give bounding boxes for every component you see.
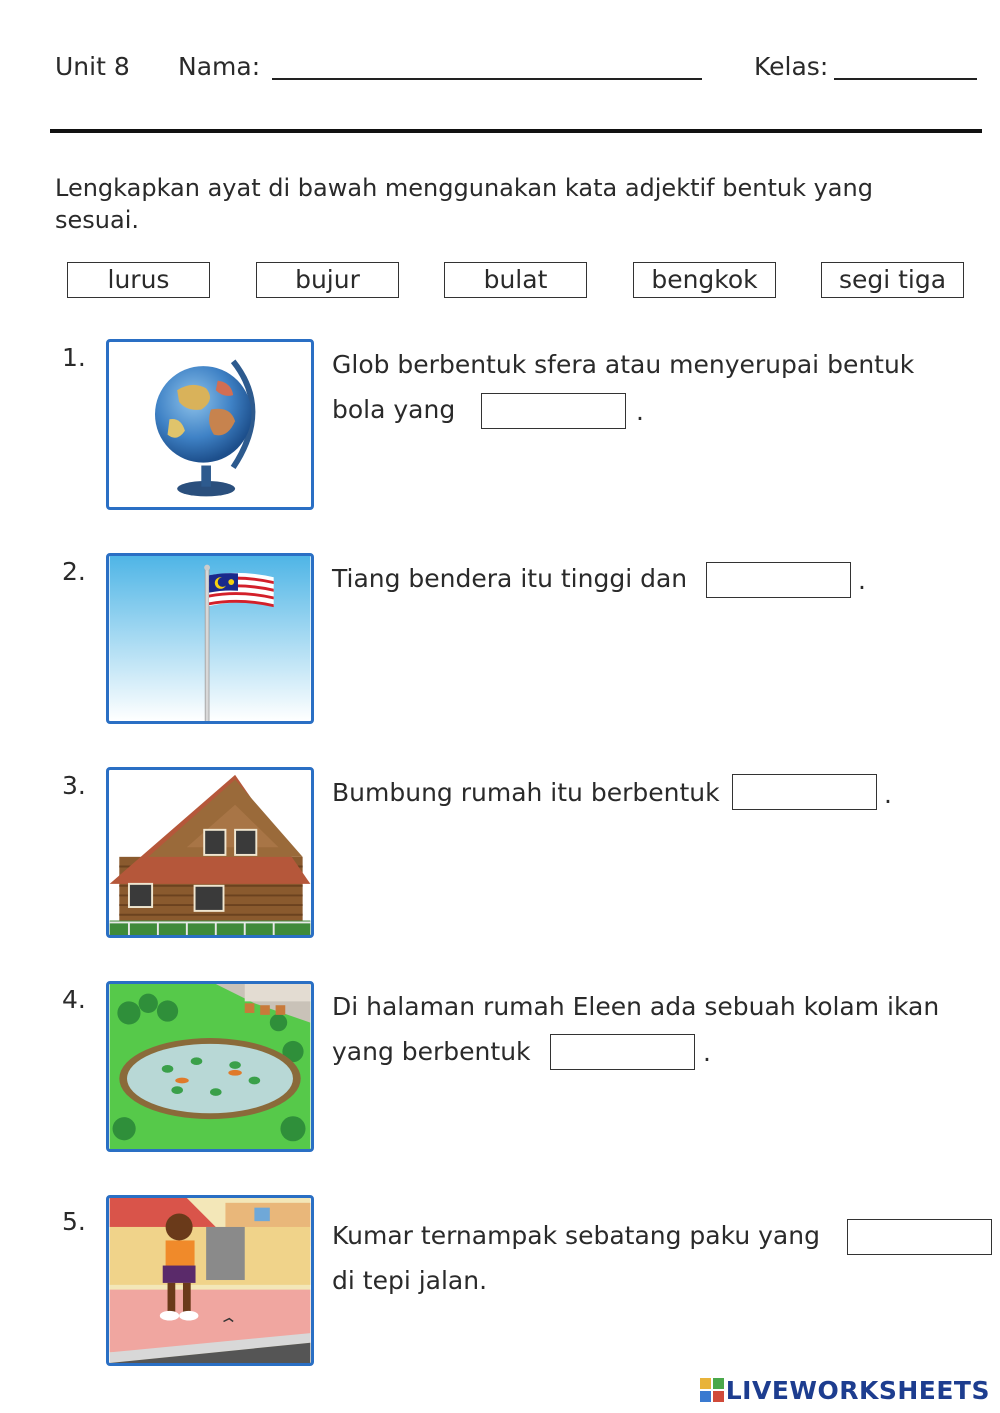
question-text-line: Kumar ternampak sebatang paku yang	[332, 1221, 820, 1250]
word-bank-item[interactable]: bengkok	[633, 262, 776, 298]
question-text-line: Bumbung rumah itu berbentuk	[332, 778, 720, 807]
sentence-period: .	[884, 780, 892, 809]
answer-input[interactable]	[481, 393, 626, 429]
flagpole-image	[106, 553, 314, 724]
pond-image	[106, 981, 314, 1152]
question-number: 1.	[62, 343, 86, 372]
sentence-period: .	[636, 397, 644, 426]
unit-label: Unit 8	[55, 52, 130, 81]
answer-input[interactable]	[847, 1219, 992, 1255]
question-text-line: yang berbentuk	[332, 1037, 531, 1066]
question-number: 4.	[62, 985, 86, 1014]
class-label: Kelas:	[754, 52, 829, 81]
sentence-period: .	[703, 1038, 711, 1067]
answer-input[interactable]	[550, 1034, 695, 1070]
question-number: 2.	[62, 557, 86, 586]
header-divider	[50, 129, 982, 133]
liveworksheets-logo-icon	[700, 1378, 724, 1402]
answer-input[interactable]	[732, 774, 877, 810]
boy-nail-image	[106, 1195, 314, 1366]
sentence-period: .	[858, 566, 866, 595]
answer-input[interactable]	[706, 562, 851, 598]
brand-name: LIVEWORKSHEETS	[725, 1376, 990, 1405]
question-text-line: Di halaman rumah Eleen ada sebuah kolam ikan	[332, 992, 940, 1021]
name-label: Nama:	[178, 52, 261, 81]
question-number: 5.	[62, 1207, 86, 1236]
word-bank-item[interactable]: bulat	[444, 262, 587, 298]
question-number: 3.	[62, 771, 86, 800]
instruction-text: Lengkapkan ayat di bawah menggunakan kata adjektif bentuk yang sesuai.	[55, 174, 873, 234]
word-bank-item[interactable]: segi tiga	[821, 262, 964, 298]
word-bank-item[interactable]: lurus	[67, 262, 210, 298]
name-field-line[interactable]	[272, 78, 702, 80]
globe-image	[106, 339, 314, 510]
question-text-line: Tiang bendera itu tinggi dan	[332, 564, 688, 593]
question-text-line: di tepi jalan.	[332, 1266, 488, 1295]
word-bank-item[interactable]: bujur	[256, 262, 399, 298]
question-text-line: Glob berbentuk sfera atau menyerupai bentuk	[332, 350, 915, 379]
question-text-line: bola yang	[332, 395, 456, 424]
liveworksheets-brand	[700, 1376, 990, 1405]
house-image	[106, 767, 314, 938]
class-field-line[interactable]	[834, 78, 977, 80]
